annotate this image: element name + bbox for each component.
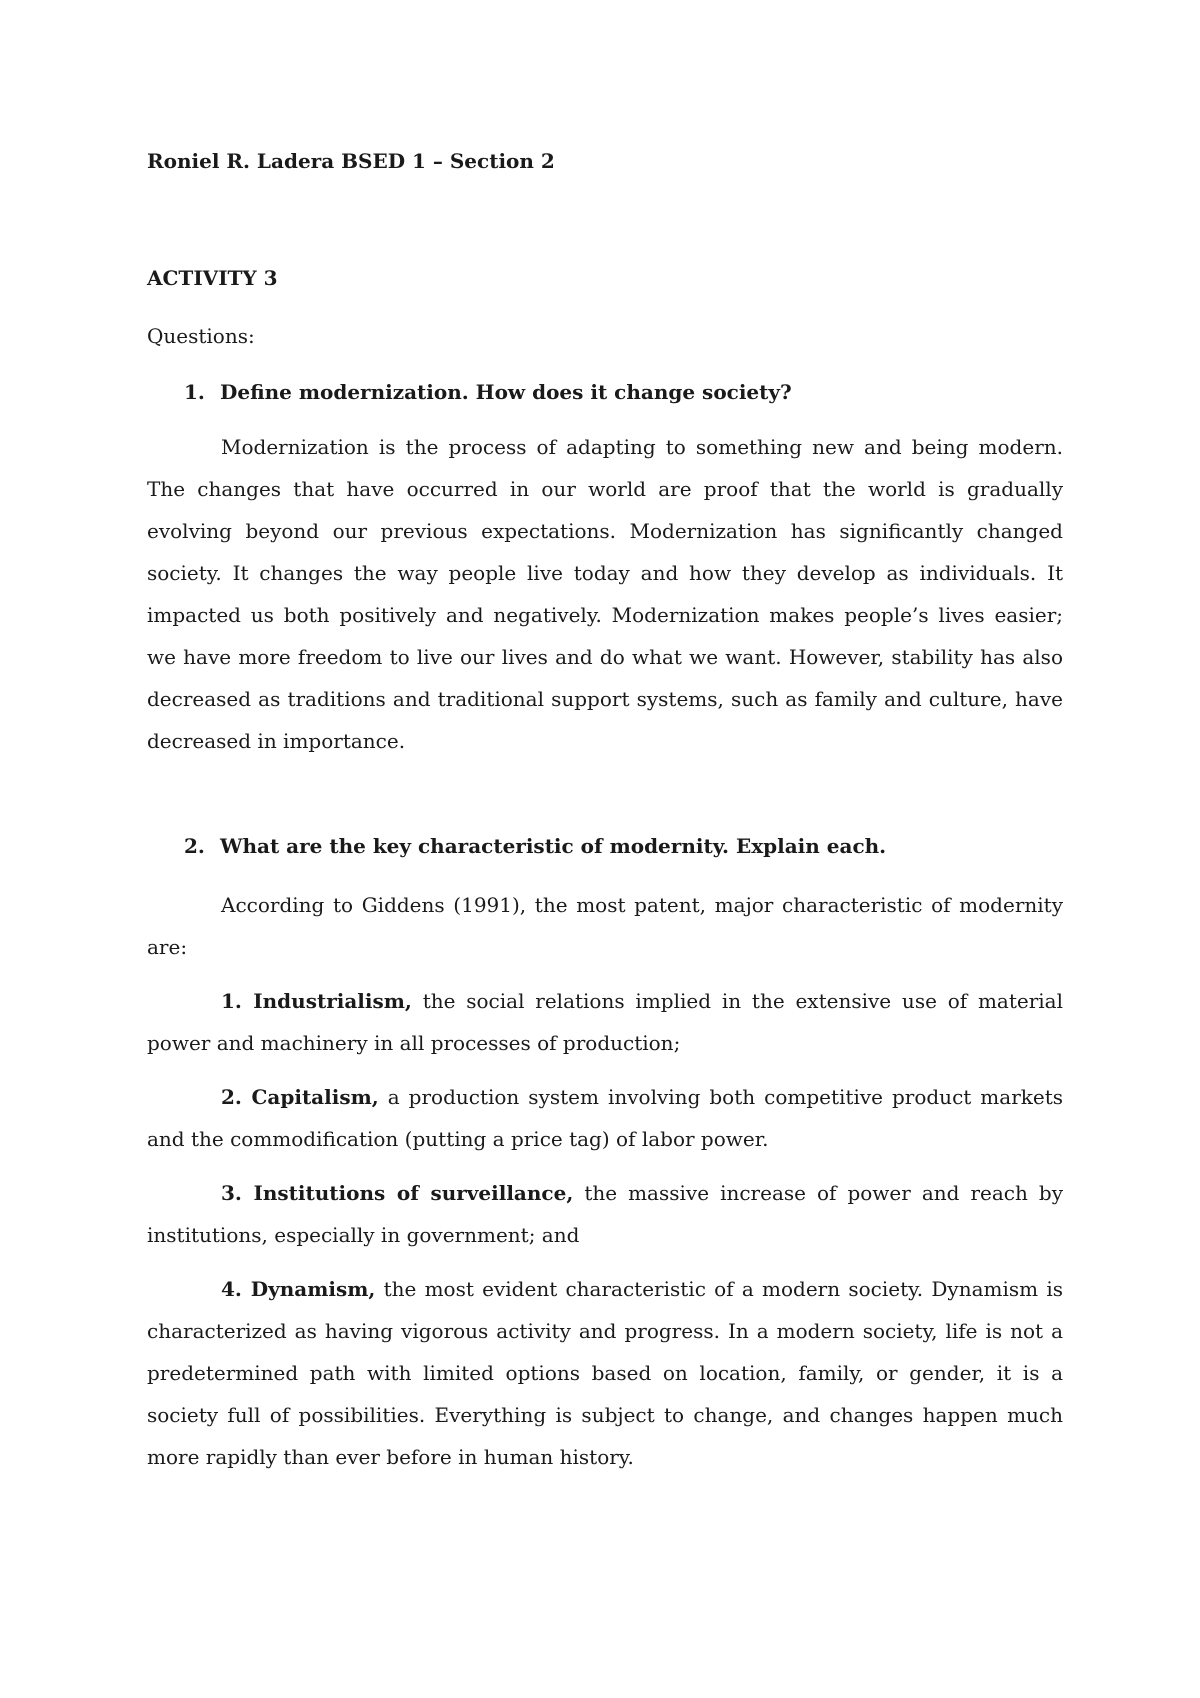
characteristic-label: 4. Dynamism, <box>221 1277 376 1301</box>
question-1-text: Define modernization. How does it change society? <box>220 380 792 404</box>
question-2-heading <box>147 828 1063 864</box>
document-body <box>147 143 1063 1478</box>
questions-label: Questions: <box>147 324 255 348</box>
characteristic-label: 1. Industrialism, <box>221 989 412 1013</box>
characteristic-item <box>147 1268 1063 1478</box>
characteristic-item <box>147 1172 1063 1256</box>
characteristic-item <box>147 1076 1063 1160</box>
question-2-text: What are the key characteristic of modernity. Explain each. <box>220 834 887 858</box>
characteristic-label: 3. Institutions of surveillance, <box>221 1181 574 1205</box>
characteristic-item <box>147 980 1063 1064</box>
characteristic-text: a production system involving both competitive product markets and the commodification (putting a price tag) of labor power. <box>147 1085 1064 1151</box>
student-header: Roniel R. Ladera BSED 1 – Section 2 <box>147 149 555 173</box>
question-2-intro: According to Giddens (1991), the most patent, major characteristic of modernity are: <box>147 893 1063 959</box>
characteristic-text: the massive increase of power and reach by institutions, especially in government; and <box>147 1181 1063 1247</box>
activity-title: ACTIVITY 3 <box>147 266 278 290</box>
question-1-number: 1. <box>184 380 205 404</box>
question-2-number: 2. <box>184 834 205 858</box>
characteristic-text: the most evident characteristic of a modern society. Dynamism is characterized as having vigorous activity and progress. In a modern society, life is not a predetermined path with limited options based on location, family, or gender, it is a society full of possibilities. Everything is subject to change, and changes happen much more rapidly than ever before in human history. <box>147 1277 1063 1469</box>
characteristic-label: 2. Capitalism, <box>221 1085 379 1109</box>
characteristic-text: the social relations implied in the extensive use of material power and machinery in all processes of production; <box>147 989 1064 1055</box>
question-1-heading <box>147 374 1063 410</box>
question-1-answer: Modernization is the process of adapting to something new and being modern. The changes that have occurred in our world are proof that the world is gradually evolving beyond our previous expectations. Modernization has significantly changed society. It changes the way people live today and how they develop as individuals. It impacted us both positively and negatively. Modernization makes people’s lives easier; we have more freedom to live our lives and do what we want. However, stability has also decreased as traditions and traditional support systems, such as family and culture, have decreased in importance. <box>147 435 1063 753</box>
